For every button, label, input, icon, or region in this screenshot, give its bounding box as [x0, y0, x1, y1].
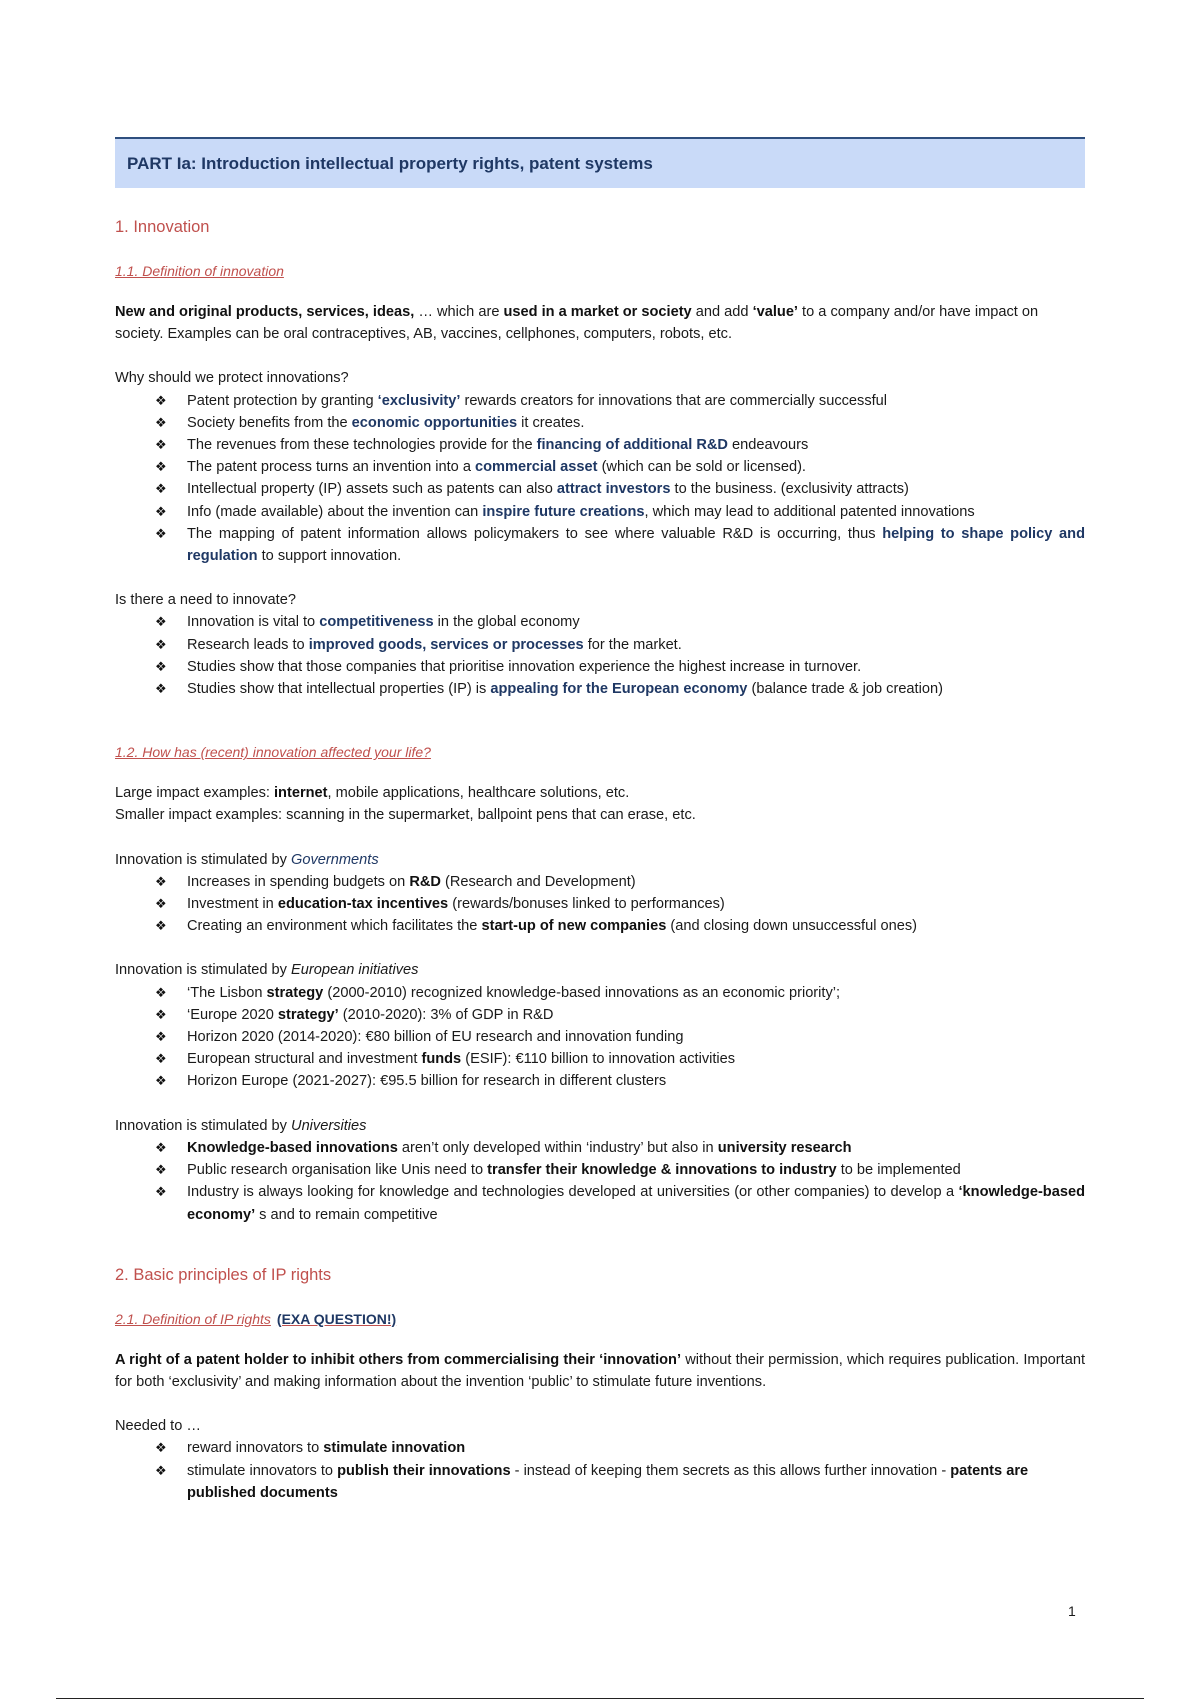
why-protect-list [115, 390, 1085, 568]
governments-intro: Innovation is stimulated by Governments [115, 851, 379, 868]
list-item: ❖ Industry is always looking for knowledge and technologies developed at universities (or other companies) to develop a ‘knowledge-based economy’ s and to remain competitive [187, 1181, 1085, 1225]
bullet-icon: ❖ [155, 1006, 167, 1022]
bullet-icon: ❖ [155, 481, 167, 497]
section-1-1-heading: 1.1. Definition of innovation [115, 263, 284, 279]
list-item: ❖ The mapping of patent information allows policymakers to see where valuable R&D is occurring, thus helping to shape policy and regulation to support innovation. [187, 523, 1085, 567]
bullet-icon: ❖ [155, 525, 167, 541]
bullet-icon: ❖ [155, 873, 167, 889]
list-item: ❖ The revenues from these technologies provide for the financing of additional R&D endeavours [187, 434, 1085, 456]
list-item: ❖ Horizon 2020 (2014-2020): €80 billion of EU research and innovation funding [187, 1026, 1085, 1048]
list-item: ❖ Studies show that those companies that prioritise innovation experience the highest increase in turnover. [187, 656, 1085, 678]
document-page [115, 137, 1085, 1504]
bullet-icon: ❖ [155, 1029, 167, 1045]
needed-to-list [115, 1437, 1085, 1504]
bullet-icon: ❖ [155, 614, 167, 630]
list-item: ❖ The patent process turns an invention into a commercial asset (which can be sold or licensed). [187, 456, 1085, 478]
bullet-icon: ❖ [155, 1051, 167, 1067]
bullet-icon: ❖ [155, 896, 167, 912]
list-item: ❖ Innovation is vital to competitiveness in the global economy [187, 611, 1085, 633]
page-number: 1 [1068, 1603, 1076, 1619]
bullet-icon: ❖ [155, 1162, 167, 1178]
bullet-icon: ❖ [155, 681, 167, 697]
bullet-icon: ❖ [155, 984, 167, 1000]
exam-question-tag: (EXA QUESTION!) [276, 1310, 397, 1327]
bullet-icon: ❖ [155, 918, 167, 934]
list-item: ❖ Research leads to improved goods, services or processes for the market. [187, 634, 1085, 656]
footer-divider [56, 1698, 1144, 1699]
need-innovate-list [115, 611, 1085, 700]
list-item: ❖ reward innovators to stimulate innovation [187, 1437, 1085, 1459]
list-item: ❖ ‘The Lisbon strategy (2000-2010) recognized knowledge-based innovations as an economic priority’; [187, 982, 1085, 1004]
bullet-icon: ❖ [155, 414, 167, 430]
list-item: ❖ Creating an environment which facilitates the start-up of new companies (and closing down unsuccessful ones) [187, 915, 1085, 937]
european-intro: Innovation is stimulated by European initiatives [115, 962, 419, 979]
section-2-1-heading: 2.1. Definition of IP rights (EXA QUESTION!) [115, 1310, 397, 1327]
list-item: ❖ stimulate innovators to publish their innovations - instead of keeping them secrets as this allows further innovation - patents are published documents [187, 1460, 1085, 1504]
universities-intro: Innovation is stimulated by Universities [115, 1117, 367, 1134]
european-list [115, 982, 1085, 1093]
bullet-icon: ❖ [155, 1073, 167, 1089]
needed-to-intro: Needed to … [115, 1418, 201, 1435]
list-item: ❖ Knowledge-based innovations aren’t only developed within ‘industry’ but also in university research [187, 1137, 1085, 1159]
ip-definition-paragraph: A right of a patent holder to inhibit others from commercialising their ‘innovation’ without their permission, which requires publication. Important for both ‘exclusivity’ and making information about the invention ‘public’ to stimulate future inventions. [115, 1351, 1085, 1390]
small-impact-line: Smaller impact examples: scanning in the supermarket, ballpoint pens that can erase, etc. [115, 807, 696, 824]
bullet-icon: ❖ [155, 1139, 167, 1155]
section-1-heading: 1. Innovation [115, 218, 210, 236]
bullet-icon: ❖ [155, 1184, 167, 1200]
bullet-icon: ❖ [155, 503, 167, 519]
bullet-icon: ❖ [155, 437, 167, 453]
list-item: ❖ Studies show that intellectual properties (IP) is appealing for the European economy (balance trade & job creation) [187, 678, 1085, 700]
list-item: ❖ Horizon Europe (2021-2027): €95.5 billion for research in different clusters [187, 1070, 1085, 1092]
section-2-heading: 2. Basic principles of IP rights [115, 1265, 332, 1284]
part-title: PART Ia: Introduction intellectual property rights, patent systems [127, 153, 653, 173]
large-impact-line: Large impact examples: internet, mobile applications, healthcare solutions, etc. [115, 785, 630, 802]
bullet-icon: ❖ [155, 658, 167, 674]
bullet-icon: ❖ [155, 1462, 167, 1478]
list-item: ❖ Investment in education-tax incentives (rewards/bonuses linked to performances) [187, 893, 1085, 915]
definition-paragraph: New and original products, services, ideas, … which are used in a market or society and add ‘value’ to a company and/or have impact on society. Examples can be oral contraceptives, AB, vaccines, cellphones, computers, robots, etc. [115, 304, 1039, 343]
list-item: ❖ European structural and investment funds (ESIF): €110 billion to innovation activities [187, 1048, 1085, 1070]
part-header [115, 137, 1085, 188]
bullet-icon: ❖ [155, 1440, 167, 1456]
bullet-icon: ❖ [155, 636, 167, 652]
why-protect-question: Why should we protect innovations? [115, 370, 349, 387]
governments-list [115, 871, 1085, 938]
list-item: ❖ Patent protection by granting ‘exclusivity’ rewards creators for innovations that are commercially successful [187, 390, 1085, 412]
bullet-icon: ❖ [155, 459, 167, 475]
list-item: ❖ Info (made available) about the invention can inspire future creations, which may lead to additional patented innovations [187, 501, 1085, 523]
bullet-icon: ❖ [155, 392, 167, 408]
list-item: ❖ Society benefits from the economic opportunities it creates. [187, 412, 1085, 434]
list-item: ❖ Increases in spending budgets on R&D (Research and Development) [187, 871, 1085, 893]
universities-list [115, 1137, 1085, 1226]
list-item: ❖ ‘Europe 2020 strategy’ (2010-2020): 3% of GDP in R&D [187, 1004, 1085, 1026]
need-innovate-question: Is there a need to innovate? [115, 592, 296, 609]
list-item: ❖ Public research organisation like Unis need to transfer their knowledge & innovations to industry to be implemented [187, 1159, 1085, 1181]
list-item: ❖ Intellectual property (IP) assets such as patents can also attract investors to the business. (exclusivity attracts) [187, 478, 1085, 500]
section-1-2-heading: 1.2. How has (recent) innovation affected your life? [115, 744, 431, 761]
